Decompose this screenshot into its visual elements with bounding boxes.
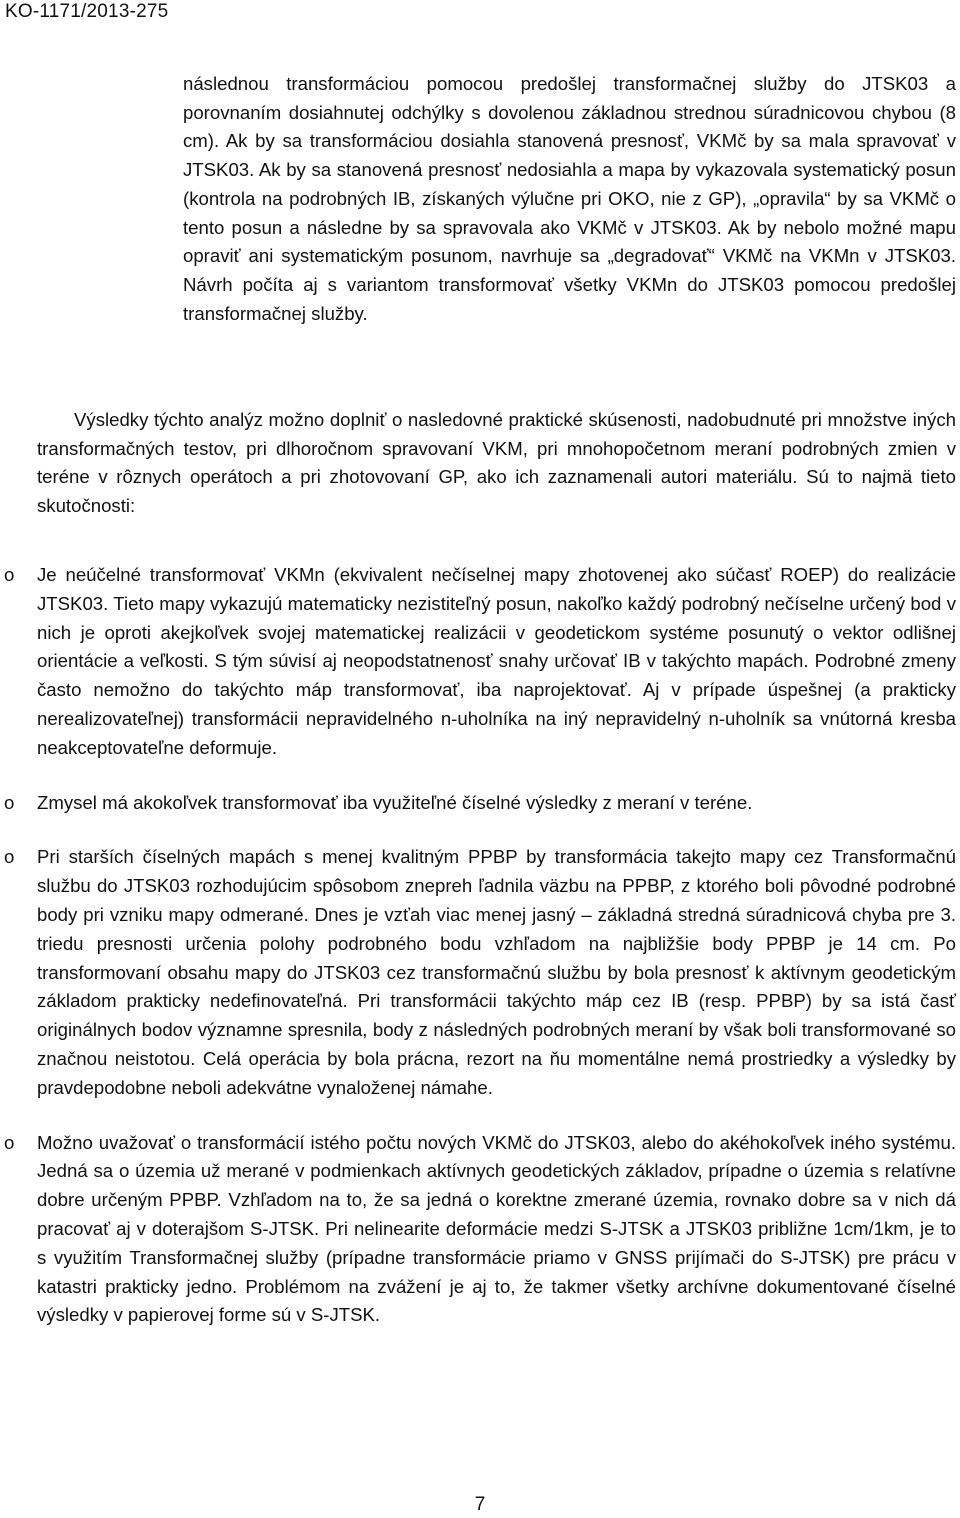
summary-paragraph: Výsledky týchto analýz možno doplniť o nasledovné praktické skúsenosti, nadobudnuté pri množstve iných transformačných testov, pri dlhoročnom spravovaní VKM, pri mnohopočetnom meraní podrobných zmien v teréne v rôznych operátoch a pri zhotovovaní GP, ako ich zaznamenali autori materiálu. Sú to najmä tieto skutočnosti: bbox=[37, 409, 956, 517]
bullet-list bbox=[0, 561, 960, 1356]
list-item bbox=[0, 1129, 960, 1331]
bullet-marker: o bbox=[4, 791, 15, 813]
list-item-text: Zmysel má akokoľvek transformovať iba využiteľné číselné výsledky z meraní v teréne. bbox=[37, 791, 753, 813]
list-item bbox=[0, 789, 960, 818]
list-item bbox=[0, 843, 960, 1102]
list-item bbox=[0, 561, 960, 763]
list-item-text: Pri starších číselných mapách s menej kvalitným PPBP by transformácia takejto mapy cez Transformačnú službu do JTSK03 rozhodujúcim spôsobom znepreh ľadnila väzbu na PPBP, z ktorého boli pôvodné podrobné body pri vzniku mapy odmerané. Dnes je vzťah viac menej jasný – základná stredná súradnicová chyba pre 3. triedu presnosti určenia polohy podrobného bodu vzhľadom na najbližšie body PPBP je 14 cm. Po transformovaní obsahu mapy do JTSK03 cez transformačnú službu by bola presnosť k aktívnym geodetickým základom prakticky nedefinovateľná. Pri transformácii takýchto máp cez IB (resp. PPBP) by sa istá časť originálnych bodov významne spresnila, body z následných podrobných meraní by však boli transformované so značnou neistotou. Celá operácia by bola prácna, rezort na ňu momentálne nemá prostriedky a výsledky by pravdepodobne neboli adekvátne vynaloženej námahe. bbox=[37, 846, 956, 1098]
page-number: 7 bbox=[474, 1494, 486, 1515]
bullet-marker: o bbox=[4, 1131, 15, 1153]
document-id-header: KO-1171/2013-275 bbox=[5, 1, 169, 22]
list-item-text: Možno uvažovať o transformácií istého počtu nových VKMč do JTSK03, alebo do akéhokoľvek iného systému. Jedná sa o územia už merané v podmienkach aktívnych geodetických základov, prípadne o územia s relatívne dobre určeným PPBP. Vzhľadom na to, že sa jedná o korektne zmerané územia, rovnako dobre sa v nich dá pracovať aj v doterajšom S-JTSK. Pri nelinearite deformácie medzi S-JTSK a JTSK03 približne 1cm/1km, je to s využitím Transformačnej služby (prípadne transformácie priamo v GNSS prijímači do S-JTSK) pre prácu v katastri prakticky jedno. Problémom na zvážení je aj to, že takmer všetky archívne dokumentované číselné výsledky v papierovej forme sú v S-JTSK. bbox=[37, 1131, 956, 1326]
bullet-marker: o bbox=[4, 564, 15, 585]
intro-paragraph: následnou transformáciou pomocou predošlej transformačnej služby do JTSK03 a porovnaním dosiahnutej odchýlky s dovolenou základnou strednou súradnicovou chybou (8 cm). Ak by sa transformáciou dosiahla stanovená presnosť, VKMč by sa mala spravovať v JTSK03. Ak by sa stanovená presnosť nedosiahla a mapa by vykazovala systematický posun (kontrola na podrobných IB, získaných výlučne pri OKO, nie z GP), „opravila“ by sa VKMč o tento posun a následne by sa spravovala ako VKMč v JTSK03. Ak by nebolo možné mapu opraviť ani systematickým posunom, navrhuje sa „degradovať“ VKMč na VKMn v JTSK03. Návrh počíta aj s variantom transformovať všetky VKMn do JTSK03 pomocou predošlej transformačnej služby. bbox=[183, 73, 956, 324]
bullet-marker: o bbox=[4, 846, 15, 868]
list-item-text: Je neúčelné transformovať VKMn (ekvivalent nečíselnej mapy zhotovenej ako súčasť ROEP) do realizácie JTSK03. Tieto mapy vykazujú matematicky nezistiteľný posun, nakoľko každý podrobný nečíselne určený bod v nich je oproti akejkoľvek svojej matematickej realizácii v geodetickom systéme posunutý o vektor odlišnej orientácie a veľkosti. S tým súvisí aj neopodstatnenosť snahy určovať IB v takýchto mapách. Podrobné zmeny často nemožno do takýchto máp transformovať, iba naprojektovať. Aj v prípade úspešnej (a prakticky nerealizovateľnej) transformácii nepravidelného n-uholníka na iný nepravidelný n-uholník sa vnútorná kresba neakceptovateľne deformuje. bbox=[37, 564, 956, 758]
